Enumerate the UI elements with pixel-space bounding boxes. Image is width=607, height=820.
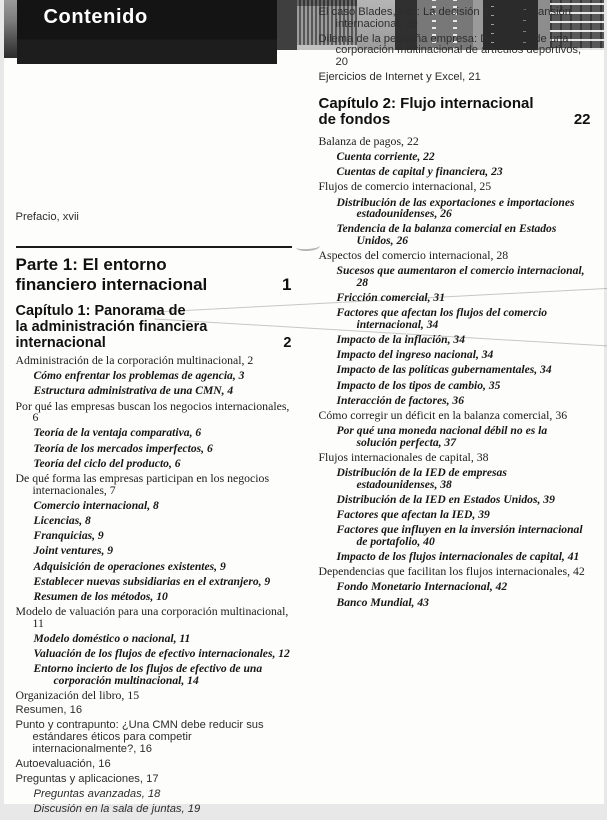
page-number: 2 <box>283 335 292 352</box>
chapter-1-feature-entries <box>319 7 591 84</box>
toc-entry: Adquisición de operaciones existentes, 9 <box>33 559 226 573</box>
toc-entry: Impacto de las políticas gubernamentales, 34 <box>336 363 552 377</box>
heading-line <box>319 112 591 129</box>
toc-entry: Teoría de los mercados imperfectos, 6 <box>33 441 213 455</box>
page-number: 1 <box>282 274 292 294</box>
toc-entry: Impacto de la inflación, 34 <box>336 333 465 346</box>
part-1-heading <box>16 255 292 294</box>
chapter-2-heading <box>319 96 591 129</box>
toc-entry: Ejercicios de Internet y Excel, 21 <box>318 71 481 84</box>
toc-entry: Autoevaluación, 16 <box>15 757 111 770</box>
toc-entry: Cuentas de capital y financiera, 23 <box>336 165 503 179</box>
toc-entry: Factores que influyen en la inversión internacional de portafolio, 40 <box>336 523 583 548</box>
toc-entry: Entorno incierto de los flujos de efectivo de una corporación multinacional, 14 <box>33 662 263 687</box>
toc-entry: Distribución de las exportaciones e importaciones estadounidenses, 26 <box>336 195 575 221</box>
heading-text: internacional <box>15 335 106 352</box>
heading-text: de fondos <box>318 111 391 129</box>
toc-entry: Impacto del ingreso nacional, 34 <box>336 348 494 362</box>
right-column <box>319 0 591 612</box>
heading-line <box>16 255 292 275</box>
heading-text: financiero internacional <box>15 274 208 294</box>
toc-entry: Estructura administrativa de una CMN, 4 <box>33 384 234 398</box>
chapter-2-entries <box>318 133 591 609</box>
page-title: Contenido <box>43 6 148 28</box>
heading-text: la administración financiera <box>15 319 208 336</box>
toc-entry: El caso Blades, Inc.: La decisión de una expansión internacional, 20 <box>318 6 572 30</box>
toc-entry: Fondo Monetario Internacional, 42 <box>336 580 508 594</box>
page-number: 22 <box>573 111 591 129</box>
toc-entry: Tendencia de la balanza comercial en Estados Unidos, 26 <box>336 222 557 247</box>
toc-entry: Preguntas avanzadas, 18 <box>33 788 161 801</box>
toc-entry: Banco Mundial, 43 <box>336 595 429 609</box>
scan-mark <box>295 241 320 252</box>
toc-entry: Establecer nuevas subsidiarias en el extranjero, 9 <box>33 574 271 588</box>
toc-entry: Valuación de los flujos de efectivo internacionales, 12 <box>33 647 290 661</box>
toc-entry: Factores que afectan los flujos del comercio internacional, 34 <box>336 306 548 331</box>
toc-entry: Preguntas y aplicaciones, 17 <box>15 772 159 785</box>
toc-entry: Teoría de la ventaja comparativa, 6 <box>33 426 202 440</box>
toc-entry: Flujos de comercio internacional, 25 <box>318 179 492 194</box>
heading-line <box>16 275 292 295</box>
toc-entry: Aspectos del comercio internacional, 28 <box>318 248 509 263</box>
chapter-1-heading <box>16 303 292 351</box>
toc-entry: Punto y contrapunto: ¿Una CMN debe reducir sus estándares éticos para competir internacionalmente?, 16 <box>15 719 264 755</box>
toc-entry: Cómo corregir un déficit en la balanza comercial, 36 <box>318 407 568 422</box>
heading-line <box>16 303 292 319</box>
toc-entry: Resumen de los métodos, 10 <box>33 589 168 603</box>
toc-entry: Teoría del ciclo del producto, 6 <box>33 456 181 470</box>
toc-entry: Modelo doméstico o nacional, 11 <box>33 631 191 645</box>
toc-entry: Joint ventures, 9 <box>33 544 114 558</box>
toc-entry: Fricción comercial, 31 <box>336 291 446 305</box>
toc-entry: Licencias, 8 <box>33 513 91 527</box>
toc-entry: Dilema de la pequeña empresa: Desarrollo de una corporación multinacional de artículos deportivos, 20 <box>318 32 582 68</box>
toc-entry: Cuenta corriente, 22 <box>336 149 435 163</box>
heading-line <box>319 96 591 113</box>
toc-entry: Comercio internacional, 8 <box>33 498 159 512</box>
toc-entry: Interacción de factores, 36 <box>336 393 465 407</box>
section-divider <box>16 246 292 249</box>
toc-entry: Sucesos que aumentaron el comercio internacional, 28 <box>336 264 585 289</box>
toc-entry: Distribución de la IED en Estados Unidos, 39 <box>336 492 555 506</box>
heading-line <box>16 319 292 335</box>
prefacio-entry: Prefacio, xvii <box>15 211 79 223</box>
toc-entry: Resumen, 16 <box>15 704 83 717</box>
heading-text: Parte 1: El entorno <box>15 255 167 275</box>
toc-entry: Franquicias, 9 <box>33 529 104 543</box>
toc-entry: Impacto de los flujos internacionales de capital, 41 <box>336 550 580 564</box>
toc-entry: Por qué una moneda nacional débil no es la solución perfecta, 37 <box>336 424 548 449</box>
heading-text: Capítulo 1: Panorama de <box>15 303 186 320</box>
toc-entry: Organización del libro, 15 <box>15 688 140 703</box>
toc-entry: Por qué las empresas buscan los negocios internacionales, 6 <box>15 398 290 425</box>
toc-entry: Balanza de pagos, 22 <box>318 133 419 148</box>
toc-entry: Discusión en la sala de juntas, 19 <box>33 803 201 816</box>
contents-page <box>4 0 604 816</box>
toc-entry: Dependencias que facilitan los flujos internacionales, 42 <box>318 564 585 579</box>
toc-entry: De qué forma las empresas participan en los negocios internacionales, 7 <box>15 471 270 497</box>
left-column <box>16 0 292 820</box>
chapter-1-entries <box>16 355 292 816</box>
toc-entry: Flujos internacionales de capital, 38 <box>318 449 489 464</box>
toc-entry: Factores que afectan la IED, 39 <box>336 508 490 522</box>
heading-line <box>16 335 292 351</box>
toc-entry: Impacto de los tipos de cambio, 35 <box>336 378 501 392</box>
heading-text: Capítulo 2: Flujo internacional <box>318 94 534 112</box>
toc-entry: Modelo de valuación para una corporación multinacional, 11 <box>15 604 289 630</box>
toc-entry: Administración de la corporación multinacional, 2 <box>15 353 254 368</box>
toc-entry: Cómo enfrentar los problemas de agencia, 3 <box>33 369 245 383</box>
toc-entry: Distribución de la IED de empresas estadounidenses, 38 <box>336 466 507 491</box>
